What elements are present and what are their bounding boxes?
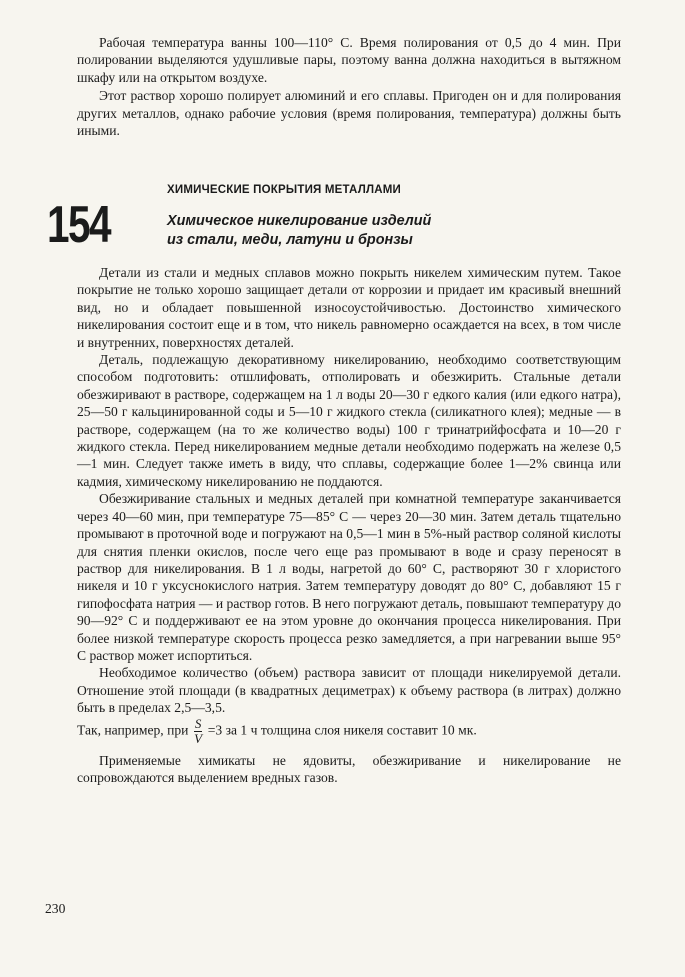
formula-line [77,717,621,746]
paragraph: Обезжиривание стальных и медных деталей при комнатной температуре заканчивается через 40—60 мин, при температуре 75—85° С — через 20—30 мин. Затем деталь тщательно промывают в проточной воде и погружают на 0,5—1 мин в 5%-ный раствор соляной кислоты для снятия пленки окислов, после чего еще раз промывают в воде и сразу переносят в раствор для никелирования. В 1 л воды, нагретой до 60° С, растворяют 30 г хлористого никеля и 10 г уксуснокислого натрия. Затем температуру доводят до 80° С, добавляют 15 г гипофосфата натрия — и раствор готов. В него погружают деталь, повышают температуру до 90—92° С и поддерживают ее на этом уровне до окончания процесса никелирования. При более низкой температуре скорость процесса резко замедляется, а при нагревании выше 95° С раствор может испортиться. [77,491,622,663]
fraction [194,717,203,746]
article-title-line: Химическое никелирование изделий [167,213,432,229]
paragraph: Необходимое количество (объем) раствора зависит от площади никелируемой детали. Отношение этой площади (в квадратных дециметрах) к объему раствора (в литрах) должно быть в пределах 2,5—3,5. [77,665,621,716]
formula-prefix: Так, например, при [77,722,189,738]
page-number: 230 [45,901,66,916]
formula-suffix: =3 за 1 ч толщина слоя никеля составит 10 мк. [207,722,477,738]
paragraph: Деталь, подлежащую декоративному никелированию, необходимо соответствующим способом подготовить: отшлифовать, отполировать и обезжирить. Стальные детали обезжиривают в растворе, содержащем на 1 л воды 20—30 г едкого калия (или едкого натра), 25—50 г кальцинированной соды и 5—10 г жидкого стекла (силикатного клея); медные — в растворе, содержащем (на то же количество воды) 100 г тринатрийфосфата и 10—20 г жидкого стекла. Перед никелированием медные детали необходимо подержать на железе 0,5—1 мин. Следует также иметь в виду, что сплавы, содержащие более 1—2% свинца или кадмия, химическому никелированию не поддаются. [77,352,621,489]
paragraph: Применяемые химикаты не ядовиты, обезжиривание и никелирование не сопровождаются выделением вредных газов. [77,752,621,785]
article-title-line: из стали, меди, латуни и бронзы [167,232,413,248]
paragraph: Детали из стали и медных сплавов можно покрыть никелем химическим путем. Такое покрытие не только хорошо защищает детали от коррозии и придает им красивый внешний вид, но и обладает повышенной износоустойчивостью. Достоинство химического никелирования состоит еще и в том, что никель равномерно осаждается на всех, в том числе и внутренних, поверхностях деталей. [77,265,621,350]
fraction-denominator: V [194,730,203,746]
intro-text [77,34,621,139]
article-number: 154 [47,196,110,254]
paragraph: Этот раствор хорошо полирует алюминий и его сплавы. Пригоден он и для полирования других металлов, однако рабочие условия (время полирования, температура) должны быть иными. [77,88,621,139]
section-title: ХИМИЧЕСКИЕ ПОКРЫТИЯ МЕТАЛЛАМИ [167,184,401,196]
paragraph: Рабочая температура ванны 100—110° С. Время полирования от 0,5 до 4 мин. При полировании выделяются удушливые пары, поэтому ванна должна находиться в вытяжном шкафу или на открытом воздухе. [77,35,621,85]
article-title [167,212,547,250]
article-body [77,264,621,786]
fraction-numerator: S [194,715,202,731]
